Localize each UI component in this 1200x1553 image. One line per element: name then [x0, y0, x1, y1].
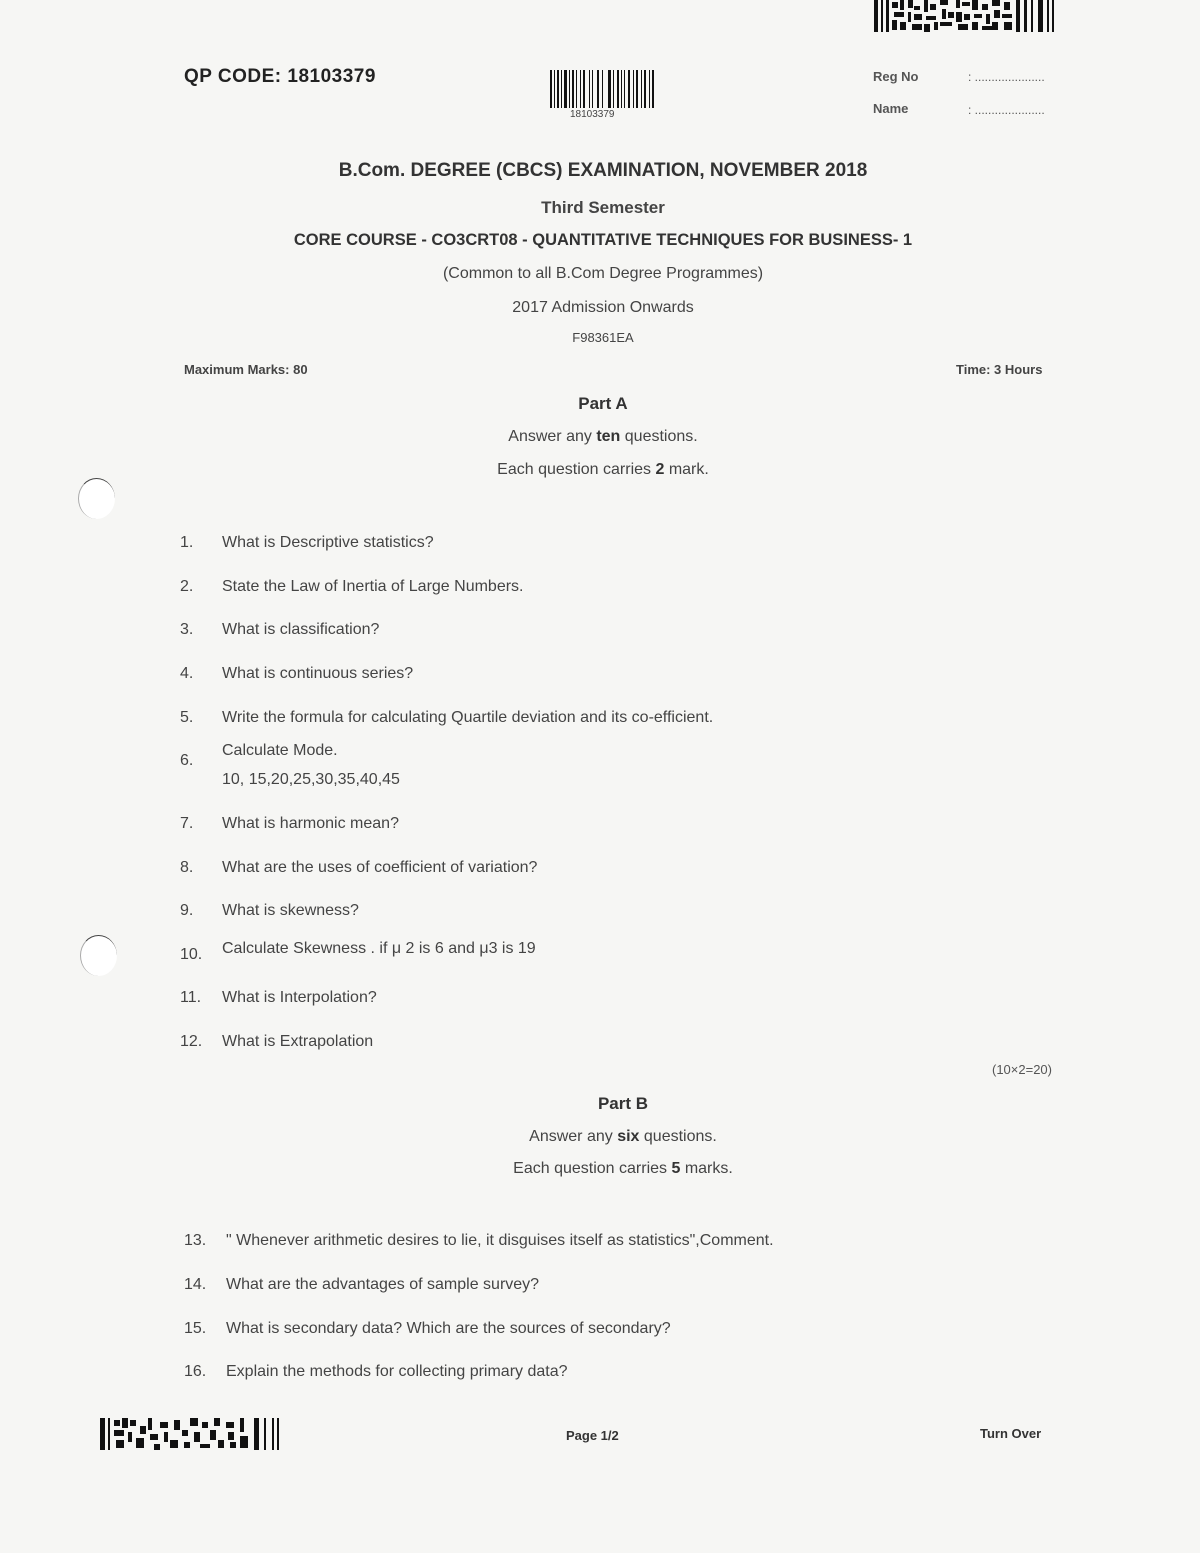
- question-item: 10. Calculate Skewness . if μ 2 is 6 and μ3 is 19: [180, 940, 536, 963]
- question-item: 12. What is Extrapolation: [180, 1033, 374, 1050]
- paper-code: F98361EA: [572, 330, 634, 345]
- part-a-instruction-1: Answer any ten questions.: [508, 428, 698, 445]
- question-item: 11. What is Interpolation?: [180, 989, 377, 1006]
- punch-hole: [78, 478, 115, 519]
- name-label: Name: [873, 101, 909, 116]
- question-item: 2. State the Law of Inertia of Large Numbers.: [180, 578, 524, 595]
- question-item: 9. What is skewness?: [180, 902, 359, 919]
- question-text: Calculate Mode.: [222, 742, 338, 759]
- question-item: 4. What is continuous series?: [180, 665, 414, 682]
- punch-hole: [80, 935, 117, 976]
- part-b-instruction-2: Each question carries 5 marks.: [513, 1160, 733, 1177]
- reg-no-field: : .....................: [968, 70, 1045, 84]
- question-item: 6.: [180, 752, 194, 769]
- question-item: 5. Write the formula for calculating Quartile deviation and its co-efficient.: [180, 709, 714, 726]
- page-number: Page 1/2: [566, 1428, 619, 1443]
- barcode-image: [550, 70, 654, 108]
- qp-code: QP CODE: 18103379: [184, 66, 376, 87]
- semester: Third Semester: [541, 198, 665, 217]
- question-item: 7. What is harmonic mean?: [180, 815, 399, 832]
- exam-title: B.Com. DEGREE (CBCS) EXAMINATION, NOVEMBER 2018: [338, 160, 868, 181]
- time-allowed: Time: 3 Hours: [956, 362, 1043, 377]
- maximum-marks: Maximum Marks: 80: [184, 362, 308, 377]
- question-item: 13. " Whenever arithmetic desires to lie, it disguises itself as statistics",Comment.: [184, 1232, 774, 1249]
- barcode-number: 18103379: [570, 109, 615, 120]
- course-title: CORE COURSE - CO3CRT08 - QUANTITATIVE TECHNIQUES FOR BUSINESS- 1: [293, 231, 913, 249]
- turn-over-note: Turn Over: [980, 1426, 1042, 1441]
- question-item: 8. What are the uses of coefficient of variation?: [180, 859, 538, 876]
- question-item: 14. What are the advantages of sample survey?: [184, 1276, 540, 1293]
- reg-no-label: Reg No: [873, 69, 919, 84]
- question-data: 10, 15,20,25,30,35,40,45: [222, 771, 400, 788]
- footer-barcode-image: [100, 1418, 280, 1450]
- question-item: 3. What is classification?: [180, 621, 380, 638]
- part-b-heading: Part B: [597, 1094, 649, 1113]
- part-a-instruction-2: Each question carries 2 mark.: [497, 461, 709, 478]
- common-note: (Common to all B.Com Degree Programmes): [442, 265, 764, 282]
- question-item: 15. What is secondary data? Which are the sources of secondary?: [184, 1320, 671, 1337]
- admission-note: 2017 Admission Onwards: [512, 299, 694, 316]
- question-item: 16. Explain the methods for collecting primary data?: [184, 1363, 568, 1380]
- qr-code-image: [874, 0, 1054, 32]
- part-b-instruction-1: Answer any six questions.: [529, 1128, 717, 1145]
- name-field: : .....................: [968, 103, 1045, 117]
- question-item: 1. What is Descriptive statistics?: [180, 534, 434, 551]
- part-a-marks: (10×2=20): [992, 1062, 1052, 1077]
- part-a-heading: Part A: [578, 394, 628, 413]
